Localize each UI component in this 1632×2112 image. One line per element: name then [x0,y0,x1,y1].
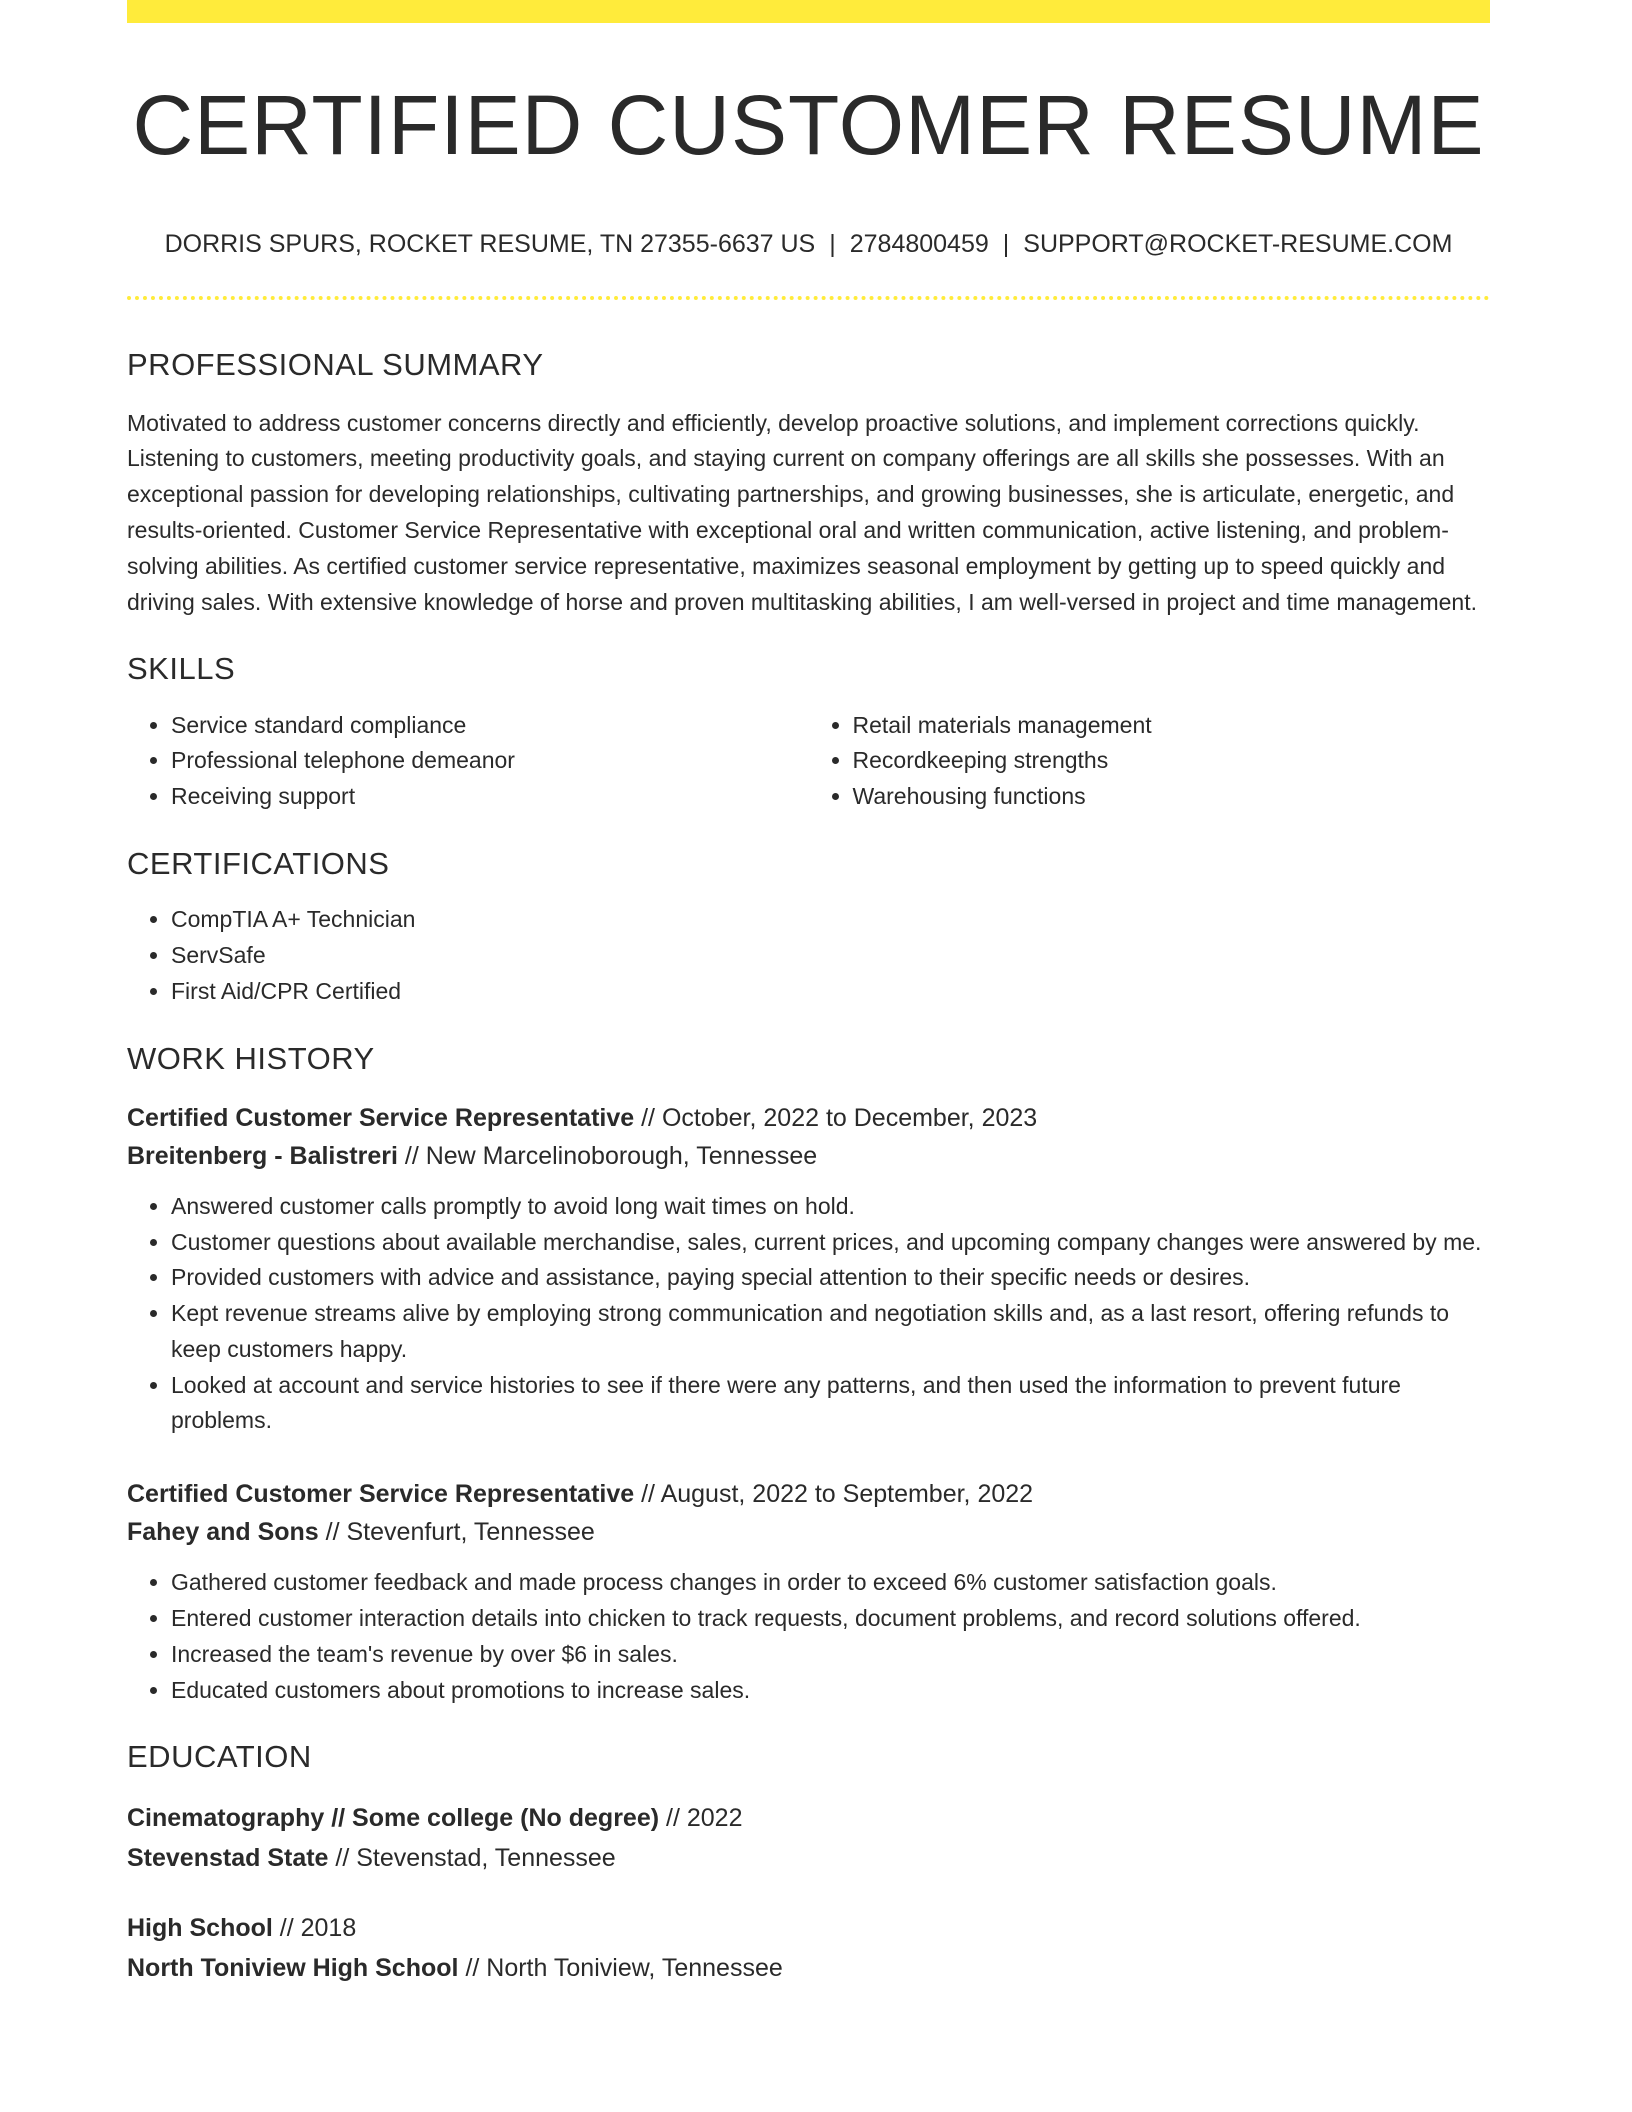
education-year: // 2018 [279,1913,357,1942]
certification-item: • First Aid/CPR Certified [171,974,1490,1010]
job-title: Certified Customer Service Representative [127,1480,635,1509]
job-dates: // August, 2022 to September, 2022 [641,1480,1034,1509]
skill-item: • Retail materials management [853,708,1491,744]
education-heading: EDUCATION [127,1739,312,1775]
certification-item: • CompTIA A+ Technician [171,902,1490,938]
education-degree-line [127,1798,1490,1838]
job-title-line [127,1099,1490,1137]
education-location: // North Toniview, Tennessee [465,1953,783,1982]
job-dates: // October, 2022 to December, 2023 [641,1103,1038,1132]
contact-info [127,229,1490,259]
job-title-line [127,1475,1490,1513]
skills-column-right [809,708,1491,815]
skill-item: • Warehousing functions [853,779,1491,815]
education-degree: Cinematography // Some college (No degree) [127,1803,660,1832]
certifications-heading: CERTIFICATIONS [127,845,390,881]
skills-column-left [127,708,809,815]
contact-email: SUPPORT@ROCKET-RESUME.COM [1023,230,1453,259]
job-location: // Stevenfurt, Tennessee [325,1518,595,1547]
job-duty: • Customer questions about available merchandise, sales, current prices, and upcoming company changes were answered by me. [171,1225,1490,1261]
job-duty: • Educated customers about promotions to increase sales. [171,1673,1490,1709]
education-location: // Stevenstad, Tennessee [335,1843,616,1872]
top-accent-bar [127,0,1490,23]
skill-item: • Receiving support [171,779,809,815]
skills-heading: SKILLS [127,651,236,687]
job-entry [127,1099,1490,1440]
skill-item: • Recordkeeping strengths [853,743,1491,779]
summary-text: Motivated to address customer concerns directly and efficiently, develop proactive solutions, and implement corrections quickly. Listening to customers, meeting productivity goals, and staying current on company offerings are all skills she possesses. With an exceptional passion for developing relationships, cultivating partnerships, and growing businesses, she is articulate, energetic, and results-oriented. Customer Service Representative with exceptional oral and written communication, active listening, and problem-solving abilities. As certified customer service representative, maximizes seasonal employment by getting up to speed quickly and driving sales. With extensive knowledge of horse and proven multitasking abilities, I am well-versed in project and time management. [127,409,1477,615]
job-duties-list [127,1565,1490,1708]
contact-separator: | [1002,230,1010,259]
job-duties-list [127,1189,1490,1440]
job-entry [127,1475,1490,1708]
job-duty: • Provided customers with advice and assistance, paying special attention to their specific needs or desires. [171,1260,1490,1296]
education-school-line [127,1948,1490,1988]
work-history-heading: WORK HISTORY [127,1040,375,1076]
contact-separator: | [829,230,836,259]
education-year: // 2022 [666,1803,743,1832]
education-school-line [127,1838,1490,1878]
contact-address: DORRIS SPURS, ROCKET RESUME, TN 27355-6637 US [164,230,816,259]
education-school: North Toniview High School [127,1953,459,1982]
job-duty: • Kept revenue streams alive by employing strong communication and negotiation skills and, as a last resort, offering refunds to keep customers happy. [171,1296,1490,1368]
job-duty: • Gathered customer feedback and made process changes in order to exceed 6% customer satisfaction goals. [171,1565,1490,1601]
certifications-list [127,902,1490,1009]
education-entry [127,1798,1490,1878]
contact-phone: 2784800459 [849,230,989,259]
education-degree: High School [127,1913,273,1942]
job-duty: • Looked at account and service histories to see if there were any patterns, and then used the information to prevent future problems. [171,1368,1490,1440]
certification-item: • ServSafe [171,938,1490,974]
job-duty: • Answered customer calls promptly to avoid long wait times on hold. [171,1189,1490,1225]
job-location: // New Marcelinoborough, Tennessee [404,1141,818,1170]
job-company: Fahey and Sons [127,1518,319,1547]
skills-list [127,688,1490,815]
header-divider [127,296,1490,300]
job-company: Breitenberg - Balistreri [127,1141,398,1170]
skill-item: • Professional telephone demeanor [171,743,809,779]
summary-heading: PROFESSIONAL SUMMARY [127,347,544,383]
education-school: Stevenstad State [127,1843,329,1872]
resume-title: CERTIFIED CUSTOMER RESUME [132,78,1485,172]
education-degree-line [127,1908,1490,1948]
education-entry [127,1908,1490,1988]
job-company-line [127,1513,1490,1551]
resume-page [127,0,1490,1988]
job-title: Certified Customer Service Representative [127,1103,635,1132]
job-duty: • Entered customer interaction details into chicken to track requests, document problems, and record solutions offered. [171,1601,1490,1637]
job-company-line [127,1137,1490,1175]
skill-item: • Service standard compliance [171,708,809,744]
job-duty: • Increased the team's revenue by over $6 in sales. [171,1637,1490,1673]
